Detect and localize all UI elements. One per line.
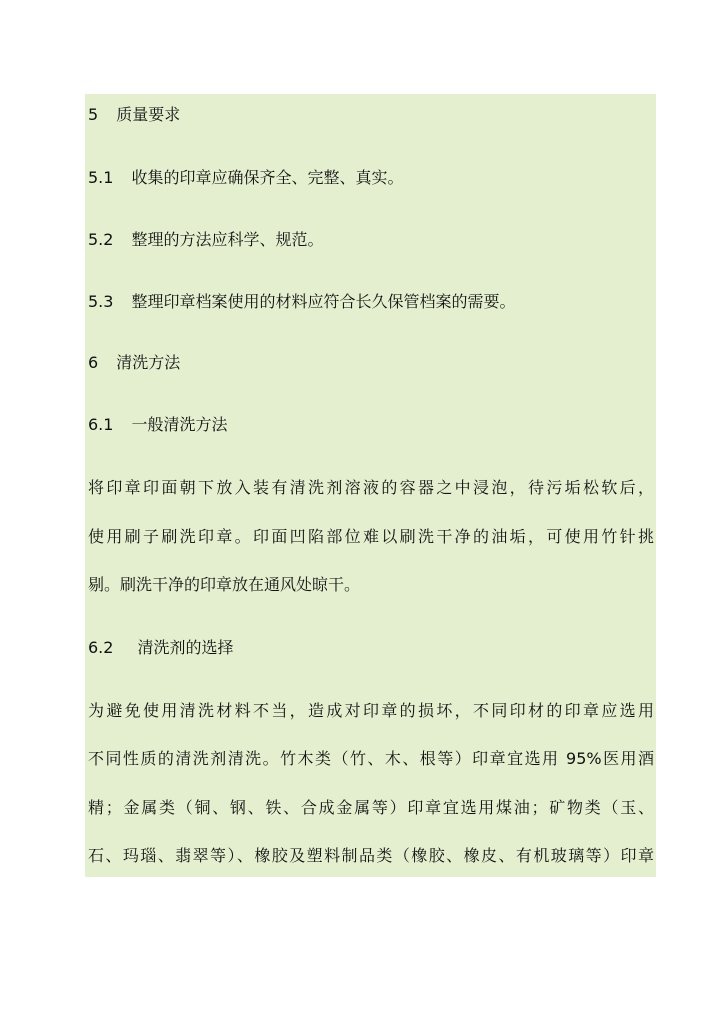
paragraph-6-1-line-2: 使用刷子刷洗印章。印面凹陷部位难以刷洗干净的油垢，可使用竹针挑: [88, 527, 654, 546]
section-heading-6: [88, 353, 656, 373]
item-number: 5.3: [88, 292, 114, 311]
paragraph-6-2-line-4: 石、玛瑙、翡翠等）、橡胶及塑料制品类（橡胶、橡皮、有机玻璃等）印章: [88, 846, 654, 865]
section-number: 5: [88, 105, 99, 124]
item-5-1: [88, 168, 656, 188]
item-text: 一般清洗方法: [131, 415, 228, 434]
paragraph-6-1-line-3: 剔。刷洗干净的印章放在通风处晾干。: [88, 575, 361, 594]
item-number: 5.1: [88, 168, 114, 187]
paragraph-6-1-line-1: 将印章印面朝下放入装有清洗剂溶液的容器之中浸泡，待污垢松软后，: [88, 478, 654, 497]
item-number: 6.1: [88, 415, 114, 434]
item-5-2: [88, 230, 656, 250]
section-title: 质量要求: [116, 105, 181, 124]
item-text: 收集的印章应确保齐全、完整、真实。: [131, 168, 404, 187]
item-5-3: [88, 292, 656, 312]
item-number: 5.2: [88, 230, 114, 249]
paragraph-6-2-line-3: 精；金属类（铜、钢、铁、合成金属等）印章宜选用煤油；矿物类（玉、: [88, 798, 654, 817]
item-text: 整理印章档案使用的材料应符合长久保管档案的需要。: [131, 292, 516, 311]
section-heading-5: [88, 105, 656, 125]
item-number: 6.2: [88, 638, 114, 657]
paragraph-6-2-line-1: 为避免使用清洗材料不当，造成对印章的损坏，不同印材的印章应选用: [88, 701, 654, 720]
item-text: 整理的方法应科学、规范。: [131, 230, 324, 249]
item-6-1: [88, 415, 656, 435]
item-6-2: [88, 638, 656, 658]
section-title: 清洗方法: [116, 353, 181, 372]
paragraph-6-2-line-2: 不同性质的清洗剂清洗。竹木类（竹、木、根等）印章宜选用 95%医用酒: [88, 749, 654, 768]
item-text: 清洗剂的选择: [137, 638, 234, 657]
section-number: 6: [88, 353, 99, 372]
